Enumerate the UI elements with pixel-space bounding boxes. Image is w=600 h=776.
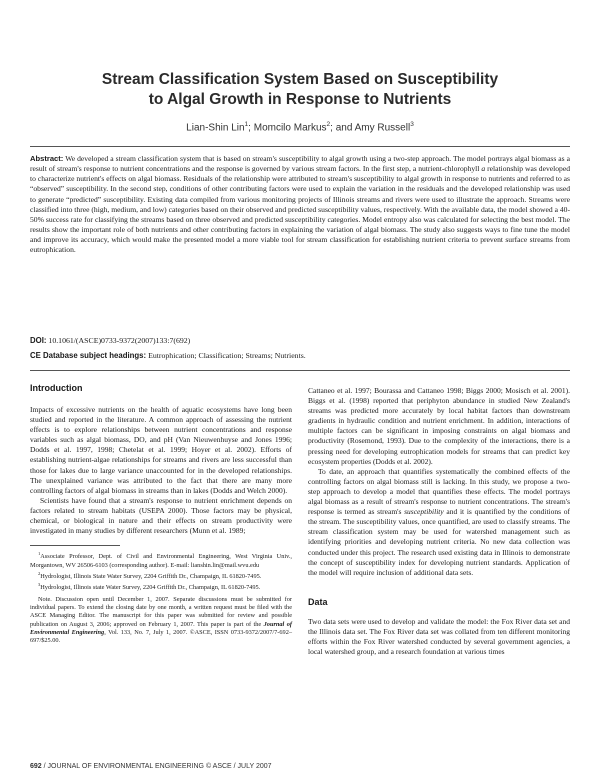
author-affiliation-mark: 1 (244, 121, 249, 128)
title-line-2: to Algal Growth in Response to Nutrients (148, 91, 452, 108)
page-footer (30, 763, 570, 770)
title-line-1: Stream Classification System Based on Susceptibility (101, 71, 499, 88)
paragraph-text-part-1: To date, an approach that quantifies systematically the combined effects of the controlling factors on algal biomass still is lacking. In this study, we propose a two-step approach to develop a model that quantifies these effects. The model portrays algal biomass as a result of stream's response to nutrient concentrations. The stream's response is termed as stream's (308, 466, 570, 517)
footnote-text: Hydrologist, Illinois State Water Survey, 2204 Griffith Dr., Champaign, IL 61820-7495. (40, 573, 262, 580)
footnote-text: Hydrologist, Illinois state Water Survey, 2204 Griffith Dr., Champaign, IL 61820-7495. (40, 584, 261, 592)
author-affiliation-mark: 3 (410, 121, 414, 128)
section-divider (30, 370, 570, 371)
doi-line (30, 336, 570, 345)
top-divider (30, 146, 570, 147)
note-text-part-1: Note. Discussion open until December 1, 2007. Separate discussions must be submitted for individual papers. To extend the closing date by one month, a written request must be filed with the ASCE Managing Editor. The manuscript for this paper was submitted for review and possible publication on August 3, 2006; approved on February 1, 2007. This paper is part of the (30, 595, 292, 628)
author-separator: ; (248, 122, 254, 134)
author-separator: ; and (330, 122, 355, 134)
intro-paragraph-1: Impacts of excessive nutrients on the health of aquatic ecosystems have long been studied and reported in the literature. A common approach of assessing the nutrient effects is to explore relationships between nutrient concentrations and response variables such as algal biomass, DO, and pH (Van Nieuwenhuyse and Jones 1996; Dodds et al. 1997, 1998; Chetelat et al. 1999; Hoyer et al. 2002). Efforts of establishing nutrient-algae relationships for streams and rivers are less successful than those for lakes due to large variance unaccounted for in the developed relationships. The unexplained variance was attributed to the fact that there are many more controlling factors of algal biomass in streams than in lakes (Dodds and Welch 2000). (30, 405, 292, 495)
author-list (40, 121, 560, 133)
journal-footer-text: / JOURNAL OF ENVIRONMENTAL ENGINEERING © ASCE / JULY 2007 (41, 763, 272, 770)
subject-label: CE Database subject headings: (30, 351, 147, 360)
subject-value: Eutrophication; Classification; Streams; Nutrients. (146, 351, 306, 360)
abstract-text-part-1: We developed a stream classification system that is based on stream's susceptibility to algal growth using a two-step approach. The model portrays algal biomass as a result of stream's response to nutrient concentrations and the response is governed by various stream factors. In the first step, a nutrient-chlorophyll (30, 154, 570, 174)
abstract-italic-symbol: a (481, 164, 486, 174)
footnote-mark: 1 (38, 551, 41, 557)
data-paragraph: Two data sets were used to develop and validate the model: the Fox River data set and the Illinois data set. The Fox River data set was collated from ten different monitoring efforts within the Fox River watershed conducted by several government agencies, a local watershed group, and a research foundation at various times (308, 616, 570, 657)
footnote-divider (30, 545, 120, 546)
paragraph-text-part-2: and it is quantified by the conditions of the stream. The susceptibility values, once quantified, are used to classify streams. The stream classification system may be used for watershed management such as identifying priorities and developing nutrient criteria. No new data collection was conducted under this project. The research used existing data in Illinois to demonstrate the concept of susceptibility index for developing nutrient standards. Application of the model will require inclusion of additional data sets. (308, 507, 570, 577)
abstract (30, 154, 570, 256)
right-column (308, 378, 570, 657)
author-affiliation-mark: 2 (326, 121, 331, 128)
abstract-text-part-2: relationship was developed to characterize nutrient's effects on algal biomass. Residuals of the relationship were attributed to stream's susceptibility to algal growth in response to nutrients and referred to as “observed” susceptibility. In the second step, conditions of other contributing factors were used to explain the variation in the residuals and the developed relationship was used to generate “predicted” susceptibility. Existing data compiled from various monitoring projects of Illinois streams and rivers were used to illustrate the approach. Streams were classified into three (high, medium, and low) categories based on their observed and predicted susceptibility values, respectively. With the available data, the model showed a 40-50% success rate for classifying the streams based on three observed and predicted susceptibility categories. Model entropy also was calculated for selecting the best model. The results show the important role of both nutrients and other contributing factors in explaining the variation of algal biomass. The study also suggests ways to fine tune the model and improve its accuracy, which would make the presented model a more viable tool for stream classification for establishing nutrient criteria to prevent surface streams from eutrophication. (30, 164, 571, 255)
discussion-note (30, 596, 292, 646)
susceptibility-term: susceptibility (404, 507, 444, 517)
author-name: Lian-Shin Lin (186, 122, 245, 134)
footnote-text: Associate Professor, Dept. of Civil and Environmental Engineering, West Virginia Univ., Morgantown, WV 26506-6103 (corresponding author). E-mail: lianshin.lin@mail.wvu.edu (30, 553, 292, 569)
subject-headings (30, 351, 570, 360)
doi-label: DOI: (30, 336, 47, 345)
author-name: Momcilo Markus (253, 122, 327, 134)
footnote-2 (30, 570, 292, 581)
doi-value: 10.1061/(ASCE)0733-9372(2007)133:7(692) (46, 336, 191, 345)
data-heading: Data (308, 596, 328, 607)
abstract-label: Abstract: (30, 154, 64, 163)
footnote-mark: 2 (38, 570, 41, 576)
intro-paragraph-2: Scientists have found that a stream's response to nutrient enrichment depends on factors related to stream habitats (USEPA 2000). Those factors may be physical, chemical, or biological in nature and their effects on stream productivity were investigated in many studies by different researchers (Munn et al. 1989; (30, 495, 292, 536)
footnote-mark: 3 (38, 582, 41, 588)
intro-paragraph-3: Cattaneo et al. 1997; Bourassa and Cattaneo 1998; Biggs 2000; Mosisch et al. 2001). Biggs et al. (1998) reported that periphyton abundance in studied New Zealand's streams was predicted more accurately by local habitat factors than downstream gradients in hydraulic condition and nutrient enrichment. In addition, interactions of multiple factors can be significant in imposing constraints on algal biomass and productivity (Rosemond, 1993). Due to the complexity of the interactions, there is a pressing need for developing eutrophication models for streams that can predict key ecosystem properties (Dodds et al. 2002). (308, 386, 570, 466)
page-number: 692 (30, 763, 42, 770)
note-journal-name: Journal of Environmental Engineering (30, 620, 292, 636)
paper-title (40, 70, 560, 110)
left-column (30, 378, 292, 645)
intro-paragraph-4 (308, 467, 570, 578)
footnote-1 (30, 550, 292, 570)
note-text-part-2: , Vol. 133, No. 7, July 1, 2007. ©ASCE, ISSN 0733-9372/2007/7-692–697/$25.00. (30, 628, 292, 645)
introduction-heading: Introduction (30, 383, 83, 393)
author-name: Amy Russell (354, 122, 411, 134)
footnote-3 (30, 581, 292, 592)
